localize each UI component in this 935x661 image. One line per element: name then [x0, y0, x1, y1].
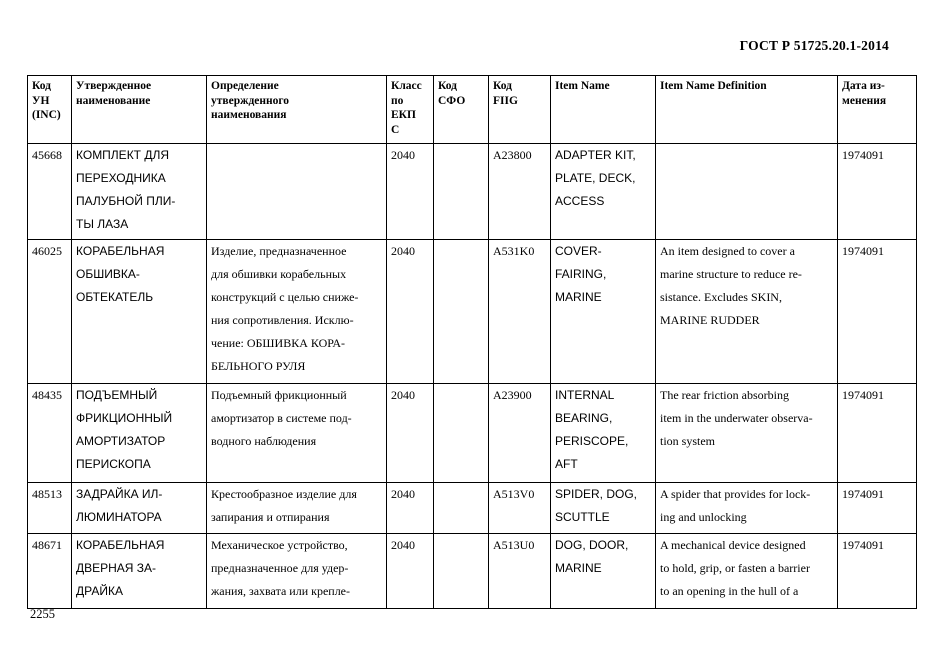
- sfo-cell: [434, 483, 489, 534]
- change-date-cell: 1974091: [838, 144, 917, 240]
- table-row: [28, 483, 917, 534]
- name-definition-cell: Крестообразное изделие для запирания и отпирания: [207, 483, 387, 534]
- col-header-sfo: Код СФО: [434, 76, 489, 144]
- item-name-cell: ADAPTER KIT, PLATE, DECK, ACCESS: [551, 144, 656, 240]
- sfo-cell: [434, 240, 489, 384]
- item-name-cell: COVER- FAIRING, MARINE: [551, 240, 656, 384]
- table-header-row: [28, 76, 917, 144]
- name-definition-cell: [207, 144, 387, 240]
- class-cell: 2040: [387, 384, 434, 483]
- item-name-cell: SPIDER, DOG, SCUTTLE: [551, 483, 656, 534]
- inc-cell: 48435: [28, 384, 72, 483]
- class-cell: 2040: [387, 534, 434, 609]
- name-definition-cell: Механическое устройство, предназначенное для удер- жания, захвата или крепле-: [207, 534, 387, 609]
- class-cell: 2040: [387, 483, 434, 534]
- inc-cell: 46025: [28, 240, 72, 384]
- table-row: [28, 144, 917, 240]
- item-name-definition-cell: An item designed to cover a marine structure to reduce re- sistance. Excludes SKIN, MARINE RUDDER: [656, 240, 838, 384]
- approved-name-cell: КОРАБЕЛЬНАЯ ДВЕРНАЯ ЗА- ДРАЙКА: [72, 534, 207, 609]
- sfo-cell: [434, 384, 489, 483]
- col-header-item-name: Item Name: [551, 76, 656, 144]
- inc-cell: 48671: [28, 534, 72, 609]
- table-row: [28, 240, 917, 384]
- col-header-class: Класс по ЕКП С: [387, 76, 434, 144]
- catalog-table: [27, 75, 917, 609]
- col-header-change-date: Дата из- менения: [838, 76, 917, 144]
- inc-cell: 45668: [28, 144, 72, 240]
- name-definition-cell: Изделие, предназначенное для обшивки корабельных конструкций с целью сниже- ния сопротивления. Исклю- чение: ОБШИВКА КОРА- БЕЛЬНОГО РУЛЯ: [207, 240, 387, 384]
- item-name-cell: DOG, DOOR, MARINE: [551, 534, 656, 609]
- approved-name-cell: ПОДЪЕМНЫЙ ФРИКЦИОННЫЙ АМОРТИЗАТОР ПЕРИСКОПА: [72, 384, 207, 483]
- name-definition-cell: Подъемный фрикционный амортизатор в системе под- водного наблюдения: [207, 384, 387, 483]
- col-header-item-name-definition: Item Name Definition: [656, 76, 838, 144]
- col-header-name-definition: Определение утвержденного наименования: [207, 76, 387, 144]
- fiig-cell: A23900: [489, 384, 551, 483]
- fiig-cell: A513V0: [489, 483, 551, 534]
- sfo-cell: [434, 534, 489, 609]
- table-row: [28, 534, 917, 609]
- approved-name-cell: КОМПЛЕКТ ДЛЯ ПЕРЕХОДНИКА ПАЛУБНОЙ ПЛИ- ТЫ ЛАЗА: [72, 144, 207, 240]
- class-cell: 2040: [387, 144, 434, 240]
- approved-name-cell: КОРАБЕЛЬНАЯ ОБШИВКА- ОБТЕКАТЕЛЬ: [72, 240, 207, 384]
- class-cell: 2040: [387, 240, 434, 384]
- col-header-approved-name: Утвержденное наименование: [72, 76, 207, 144]
- table-row: [28, 384, 917, 483]
- standard-title: ГОСТ Р 51725.20.1-2014: [739, 38, 889, 53]
- sfo-cell: [434, 144, 489, 240]
- page-number: 2255: [30, 607, 55, 621]
- change-date-cell: 1974091: [838, 240, 917, 384]
- col-header-fiig: Код FIIG: [489, 76, 551, 144]
- change-date-cell: 1974091: [838, 483, 917, 534]
- item-name-definition-cell: [656, 144, 838, 240]
- change-date-cell: 1974091: [838, 384, 917, 483]
- inc-cell: 48513: [28, 483, 72, 534]
- fiig-cell: A23800: [489, 144, 551, 240]
- col-header-inc: Код УН (INC): [28, 76, 72, 144]
- approved-name-cell: ЗАДРАЙКА ИЛ- ЛЮМИНАТОРА: [72, 483, 207, 534]
- item-name-cell: INTERNAL BEARING, PERISCOPE, AFT: [551, 384, 656, 483]
- item-name-definition-cell: A mechanical device designed to hold, grip, or fasten a barrier to an opening in the hull of a: [656, 534, 838, 609]
- change-date-cell: 1974091: [838, 534, 917, 609]
- item-name-definition-cell: A spider that provides for lock- ing and unlocking: [656, 483, 838, 534]
- fiig-cell: A531K0: [489, 240, 551, 384]
- fiig-cell: A513U0: [489, 534, 551, 609]
- item-name-definition-cell: The rear friction absorbing item in the underwater observa- tion system: [656, 384, 838, 483]
